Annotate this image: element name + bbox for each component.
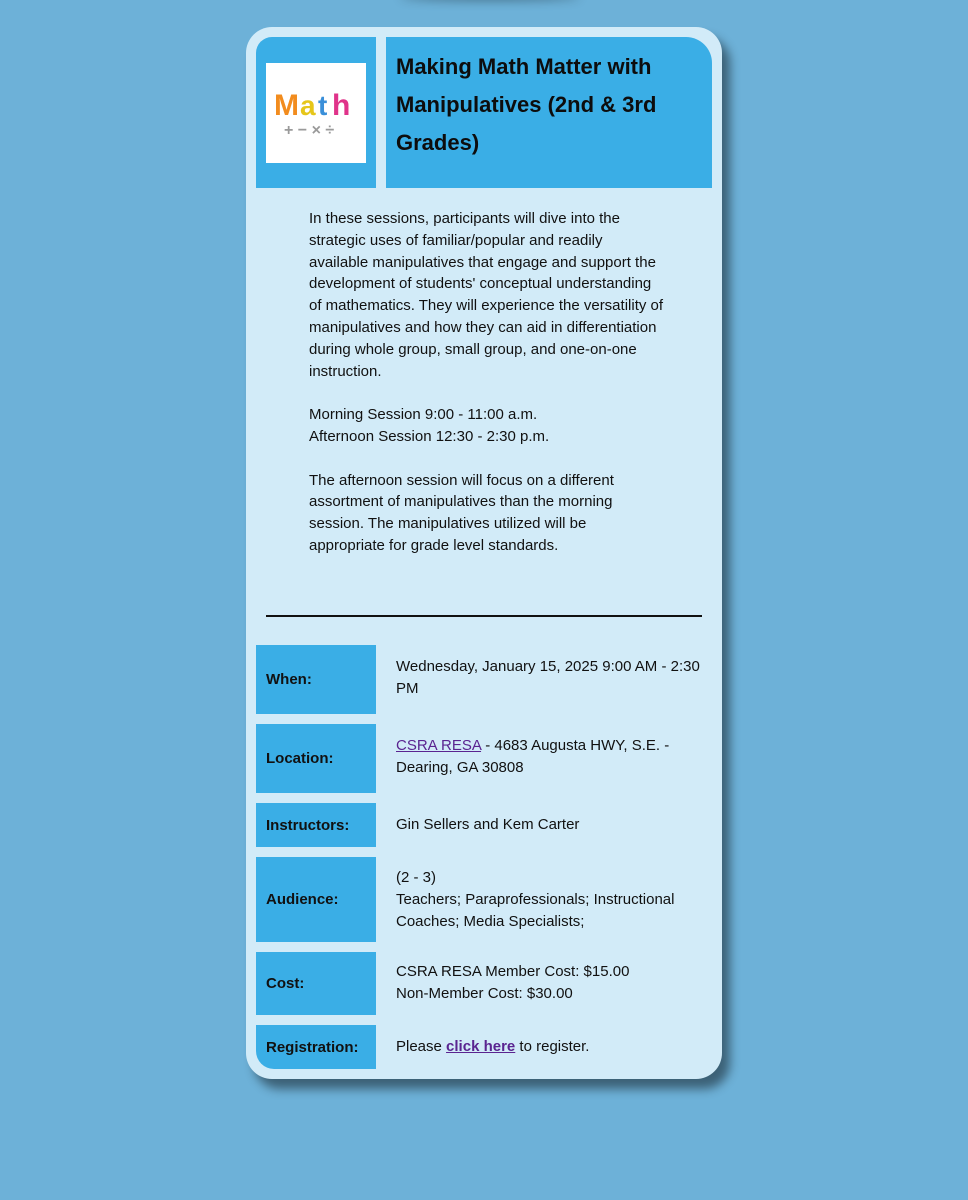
non-member-cost: Non-Member Cost: $30.00 xyxy=(396,985,573,1002)
audience-grades: (2 - 3) xyxy=(396,869,437,886)
csra-resa-link[interactable]: CSRA RESA xyxy=(396,737,482,754)
svg-text:+ − × ÷: + − × ÷ xyxy=(284,122,335,139)
cost-value xyxy=(396,961,706,1005)
member-cost: CSRA RESA Member Cost: $15.00 xyxy=(396,963,630,980)
description-paragraph: In these sessions, participants will dive into the strategic uses of familiar/popular and readily available manipulatives that engage and support the development of students' conceptual understanding of mathematics. They will experience the versatility of manipulatives and how they can aid in differentiation during whole group, small group, and one-on-one instruction. xyxy=(309,210,664,380)
header-title-panel xyxy=(386,37,712,188)
svg-text:t: t xyxy=(318,90,328,121)
afternoon-session-text: Afternoon Session 12:30 - 2:30 p.m. xyxy=(309,427,550,445)
event-card xyxy=(246,27,722,1079)
location-value xyxy=(396,735,706,779)
registration-label: Registration: xyxy=(256,1025,376,1069)
event-description xyxy=(309,208,664,557)
instructors-label: Instructors: xyxy=(256,803,376,847)
afternoon-note-paragraph: The afternoon session will focus on a different assortment of manipulatives than the morning session. The manipulatives utilized will be appropriate for grade level standards. xyxy=(309,471,614,554)
cost-label: Cost: xyxy=(256,952,376,1015)
math-logo-image xyxy=(266,63,366,163)
location-address: - 4683 Augusta HWY, S.E. - Dearing, GA 30808 xyxy=(396,737,670,776)
svg-text:M: M xyxy=(274,89,299,122)
audience-roles: Teachers; Paraprofessionals; Instructional Coaches; Media Specialists; xyxy=(396,891,675,930)
section-divider xyxy=(266,615,702,617)
audience-label: Audience: xyxy=(256,857,376,942)
registration-suffix: to register. xyxy=(515,1038,590,1055)
event-title: Making Math Matter with Manipulatives (2nd & 3rd Grades) xyxy=(396,54,657,155)
header-logo-panel xyxy=(256,37,376,188)
instructors-value: Gin Sellers and Kem Carter xyxy=(396,816,580,833)
when-value: Wednesday, January 15, 2025 9:00 AM - 2:30 PM xyxy=(396,658,700,697)
svg-text:a: a xyxy=(300,90,316,121)
audience-value xyxy=(396,867,706,933)
registration-prefix: Please xyxy=(396,1038,447,1055)
svg-text:h: h xyxy=(332,89,351,122)
when-label: When: xyxy=(256,645,376,714)
register-link[interactable]: click here xyxy=(446,1038,516,1055)
location-label: Location: xyxy=(256,724,376,793)
registration-value xyxy=(396,1036,706,1058)
morning-session-text: Morning Session 9:00 - 11:00 a.m. xyxy=(309,406,538,424)
